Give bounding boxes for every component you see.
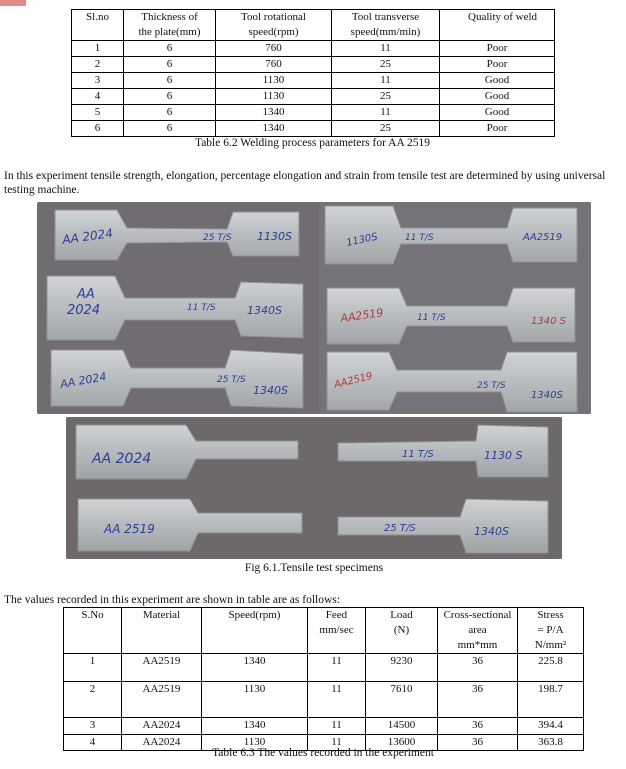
table-cell: 760 — [216, 57, 332, 73]
table-cell: 36 — [438, 718, 518, 735]
table-header-row — [64, 608, 584, 654]
header-rotational-speed: Tool rotational speed(rpm) — [216, 10, 332, 41]
table-cell: 2 — [72, 57, 124, 73]
table-cell: 6 — [124, 121, 216, 137]
table-cell: 6 — [72, 121, 124, 137]
table-cell: Poor — [440, 121, 555, 137]
table-cell: 11 — [332, 41, 440, 57]
header-thickness: Thickness of the plate(mm) — [124, 10, 216, 41]
table-header-row — [72, 10, 555, 41]
specimen-photo-bottom — [66, 417, 562, 559]
header-stress: Stress = P/A N/mm² — [518, 608, 584, 654]
table-row — [64, 718, 584, 735]
table-cell: 6 — [124, 41, 216, 57]
table-cell: 11 — [308, 718, 366, 735]
table-row — [64, 682, 584, 718]
label-feed: 25 T/S — [477, 381, 506, 391]
table-cell: 11 — [332, 73, 440, 89]
table-cell: AA2024 — [122, 718, 202, 735]
table-cell: 36 — [438, 654, 518, 682]
table-cell: 11 — [308, 654, 366, 682]
table-cell: 11 — [308, 682, 366, 718]
label-2024: 2024 — [67, 303, 101, 318]
label-aa2024: AA 2024 — [61, 226, 114, 247]
table-row — [64, 654, 584, 682]
label-feed: 11 T/S — [402, 449, 434, 460]
table-cell: 11 — [308, 735, 366, 751]
table-cell: 1 — [72, 41, 124, 57]
table-cell: 760 — [216, 41, 332, 57]
header-speed: Speed(rpm) — [202, 608, 308, 654]
welding-parameters-table — [71, 9, 555, 137]
table-cell: 36 — [438, 735, 518, 751]
header-material: Material — [122, 608, 202, 654]
table-cell: 6 — [124, 105, 216, 121]
table-cell: 1 — [64, 654, 122, 682]
table-cell: 1130 — [216, 89, 332, 105]
label-speed: 1340S — [531, 390, 563, 401]
table-cell: 198.7 — [518, 682, 584, 718]
table-cell: Poor — [440, 41, 555, 57]
table-6-2-caption: Table 6.2 Welding process parameters for AA 2519 — [194, 137, 431, 149]
header-area: Cross-sectional area mm*mm — [438, 608, 518, 654]
table-cell: 6 — [124, 89, 216, 105]
header-sno: S.No — [64, 608, 122, 654]
table-cell: 25 — [332, 121, 440, 137]
table-cell: Good — [440, 89, 555, 105]
table-cell: 1340 — [202, 718, 308, 735]
table-row — [72, 89, 555, 105]
header-feed: Feed mm/sec — [308, 608, 366, 654]
table-cell: 7610 — [366, 682, 438, 718]
label-aa2519: AA2519 — [339, 306, 385, 325]
label-speed: 1340S — [474, 525, 509, 538]
table-cell: 11 — [332, 105, 440, 121]
table-cell: 25 — [332, 57, 440, 73]
table-cell: 14500 — [366, 718, 438, 735]
table-cell: 3 — [64, 718, 122, 735]
table-cell: 13600 — [366, 735, 438, 751]
label-speed: 1340S — [247, 304, 282, 317]
paragraph-values-recorded: The values recorded in this experiment are shown in table are as follows: — [4, 594, 340, 606]
table-6-3-caption: Table 6.3 The values recorded in the experiment — [212, 747, 434, 759]
table-row — [72, 57, 555, 73]
table-cell: 394.4 — [518, 718, 584, 735]
label-feed: 11 T/S — [417, 313, 446, 323]
header-quality: Quality of weld — [440, 10, 555, 41]
label-speed: 1130S — [345, 231, 379, 249]
table-cell: 1130 — [202, 682, 308, 718]
header-slno: Sl.no — [72, 10, 124, 41]
table-cell: AA2024 — [122, 735, 202, 751]
table-cell: 3 — [72, 73, 124, 89]
table-cell: 1130 — [202, 735, 308, 751]
table-cell: Good — [440, 105, 555, 121]
table-cell: 4 — [72, 89, 124, 105]
label-feed: 25 T/S — [217, 375, 246, 385]
table-cell: 6 — [124, 57, 216, 73]
table-cell: 2 — [64, 682, 122, 718]
table-row — [72, 41, 555, 57]
label-aa2024: AA 2024 — [92, 451, 152, 467]
table-cell: AA2519 — [122, 682, 202, 718]
table-cell: 1340 — [216, 121, 332, 137]
header-transverse-speed: Tool transverse speed(mm/min) — [332, 10, 440, 41]
corner-mark — [0, 0, 26, 6]
label-feed: 25 T/S — [203, 233, 232, 243]
table-cell: 25 — [332, 89, 440, 105]
table-row — [72, 105, 555, 121]
table-cell: 225.8 — [518, 654, 584, 682]
label-aa2024: AA 2024 — [59, 370, 108, 391]
paragraph-tensile-test: In this experiment tensile strength, elongation, percentage elongation and strain from tensile test are determined by using universal testing machine. — [4, 170, 606, 196]
label-aa2519: AA2519 — [523, 232, 563, 243]
recorded-values-table — [63, 607, 584, 751]
table-cell: 1340 — [216, 105, 332, 121]
table-cell: 36 — [438, 682, 518, 718]
label-feed: 11 T/S — [187, 303, 216, 313]
table-cell: AA2519 — [122, 654, 202, 682]
table-cell: 6 — [124, 73, 216, 89]
figure-6-1-caption: Fig 6.1.Tensile test specimens — [244, 562, 384, 574]
table-cell: 9230 — [366, 654, 438, 682]
label-speed: 1340S — [253, 384, 288, 397]
label-aa: AA — [77, 287, 95, 302]
label-aa2519: AA2519 — [333, 370, 374, 391]
label-speed: 1340 S — [531, 316, 566, 327]
label-speed: 1130S — [257, 230, 292, 243]
label-speed: 1130 S — [484, 449, 523, 462]
table-cell: Good — [440, 73, 555, 89]
label-feed: 25 T/S — [384, 523, 416, 534]
label-feed: 11 T/S — [405, 233, 434, 243]
table-row — [72, 121, 555, 137]
specimen-photo-top — [37, 202, 591, 414]
table-cell: 363.8 — [518, 735, 584, 751]
table-cell: 4 — [64, 735, 122, 751]
table-cell: 5 — [72, 105, 124, 121]
table-row — [72, 73, 555, 89]
header-load: Load (N) — [366, 608, 438, 654]
table-cell: 1130 — [216, 73, 332, 89]
table-cell: 1340 — [202, 654, 308, 682]
label-aa2519: AA 2519 — [104, 522, 155, 536]
table-cell: Poor — [440, 57, 555, 73]
